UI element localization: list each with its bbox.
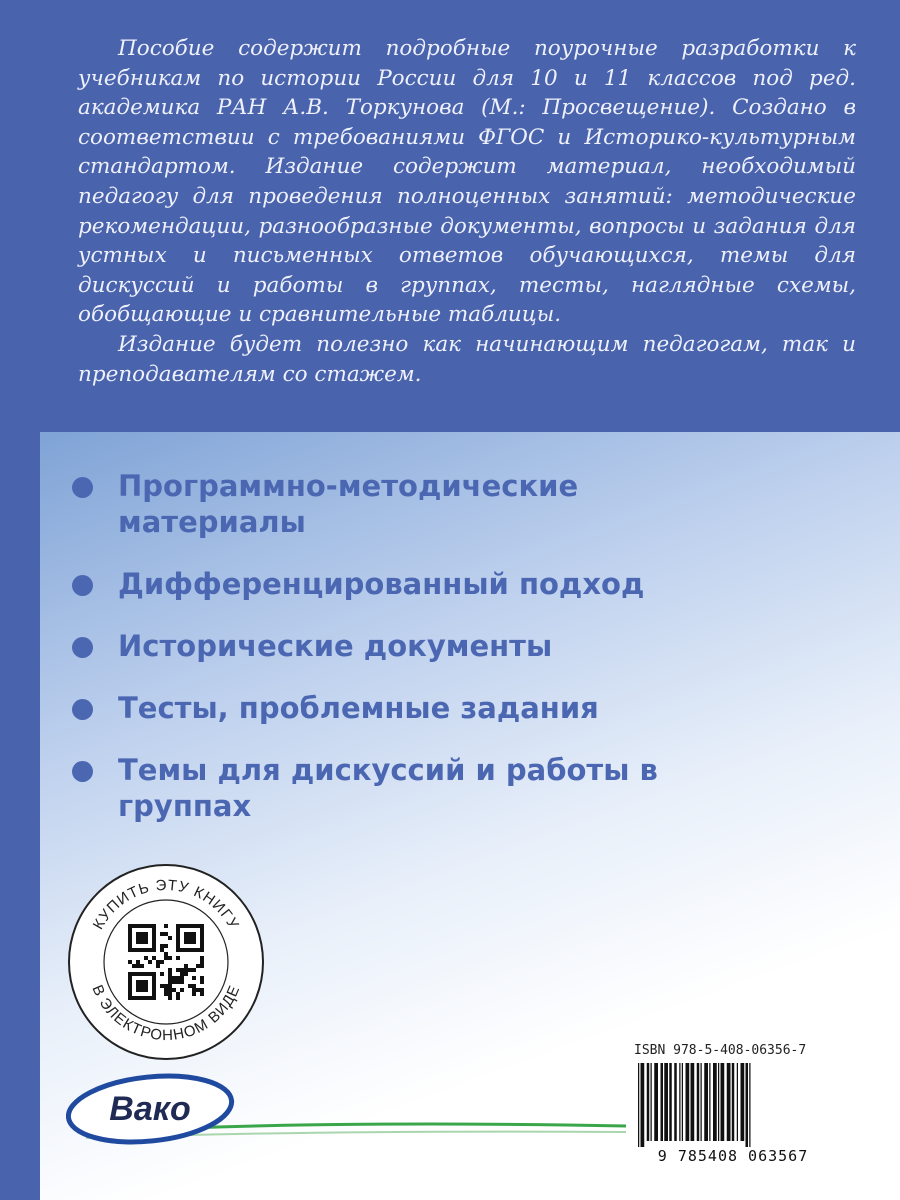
feature-item: Исторические документы xyxy=(72,628,772,664)
bullet-icon xyxy=(72,637,93,658)
feature-item: Дифференцированный подход xyxy=(72,566,772,602)
bullet-icon xyxy=(72,575,93,596)
publisher-logo-text: Вако xyxy=(109,1090,191,1128)
isbn-label: ISBN 978-5-408-06356-7 xyxy=(634,1043,807,1058)
publisher-logo xyxy=(66,1060,626,1160)
qr-code[interactable] xyxy=(126,922,206,1002)
bullet-icon xyxy=(72,761,93,782)
bullet-icon xyxy=(72,477,93,498)
isbn-digits: 9 785408 063567 xyxy=(657,1147,809,1165)
qr-ring-bottom-text: В ЭЛЕКТРОННОМ ВИДЕ xyxy=(88,982,244,1045)
isbn-barcode-block xyxy=(626,1039,840,1167)
qr-badge[interactable] xyxy=(66,862,266,1062)
description-paragraph-2: Издание будет полезно как начинающим педагогам, так и преподавателям со стажем. xyxy=(78,331,856,387)
barcode xyxy=(636,1063,830,1147)
feature-item: Программно-методические материалы xyxy=(72,468,772,540)
feature-item: Темы для дискуссий и работы в группах xyxy=(72,752,772,824)
book-description xyxy=(78,34,856,389)
qr-ring-top-text: КУПИТЬ ЭТУ КНИГУ xyxy=(89,876,243,933)
description-paragraph-1: Пособие содержит подробные поурочные разработки к учебникам по истории России для 10 и 11 классов под ред. академика РАН А.В. Торкунова (М.: Просвещение). Создано в соответствии с требованиями ФГОС и Историко-культурным стандартом. Издание содержит материал, необходимый педагогу для проведения полноценных занятий: методические рекомендации, разнообразные документы, вопросы и задания для устных и письменных ответов обучающихся, темы для дискуссий и работы в группах, тесты, наглядные схемы, обобщающие и сравнительные таблицы. xyxy=(78,36,856,328)
feature-list xyxy=(72,468,772,850)
feature-item: Тесты, проблемные задания xyxy=(72,690,772,726)
bullet-icon xyxy=(72,699,93,720)
